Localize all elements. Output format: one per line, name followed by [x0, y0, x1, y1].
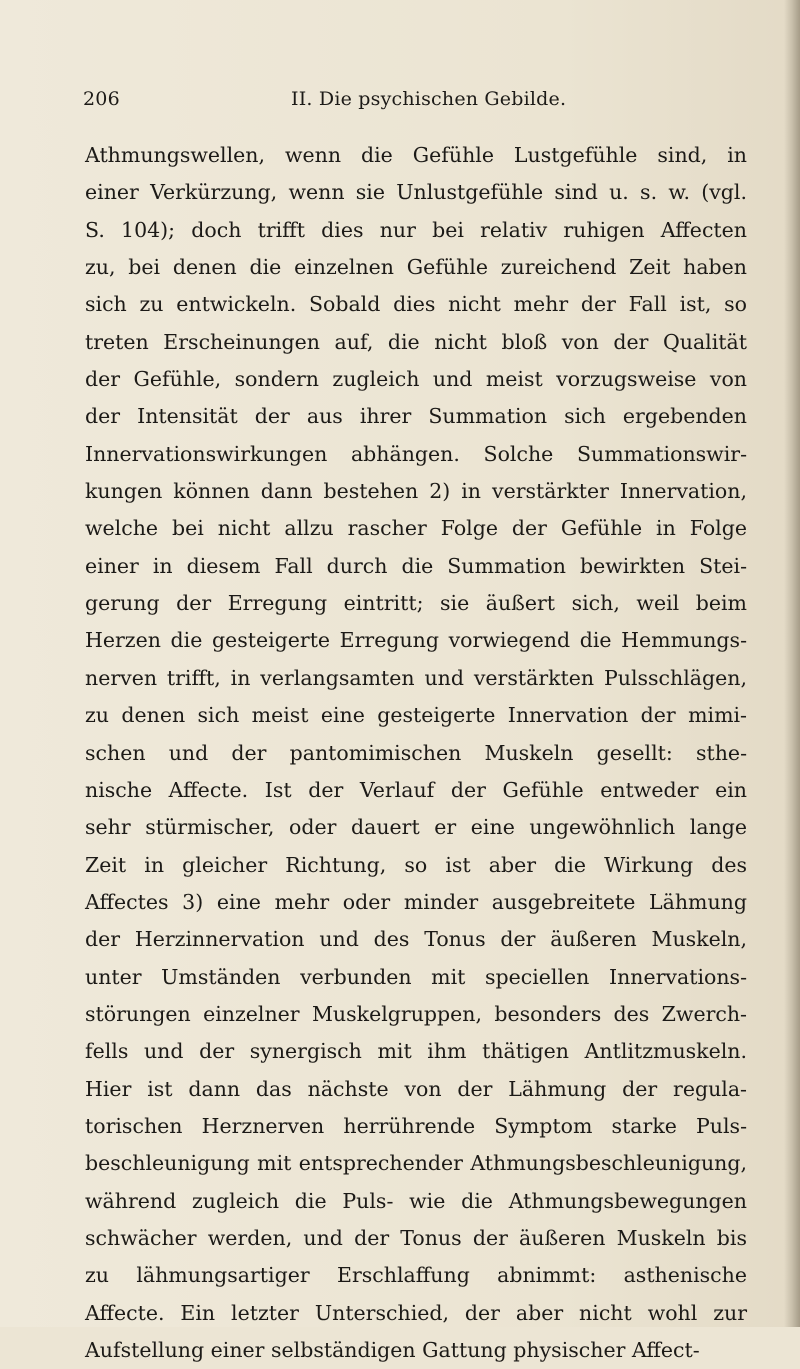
text-line: der Herzinnervation und des Tonus der äußeren Muskeln,	[85, 927, 747, 952]
text-line: treten Erscheinungen auf, die nicht bloß von der Qualität	[85, 329, 747, 354]
text-line: Zeit in gleicher Richtung, so ist aber die Wirkung des	[85, 852, 747, 877]
text-line: S. 104); doch trifft dies nur bei relativ ruhigen Affecten	[85, 217, 747, 242]
running-header	[83, 88, 743, 114]
text-line: gerung der Erregung eintritt; sie äußert sich, weil beim	[85, 591, 747, 616]
text-line: welche bei nicht allzu rascher Folge der Gefühle in Folge	[85, 516, 747, 541]
text-line: nische Affecte. Ist der Verlauf der Gefühle entweder ein	[85, 777, 747, 802]
body-paragraph	[85, 137, 747, 1369]
text-line: zu, bei denen die einzelnen Gefühle zureichend Zeit haben	[85, 255, 747, 280]
text-line: schwächer werden, und der Tonus der äußeren Muskeln bis	[85, 1225, 747, 1250]
text-line: fells und der synergisch mit ihm thätigen Antlitzmuskeln.	[85, 1039, 747, 1064]
text-line: Affecte. Ein letzter Unterschied, der aber nicht wohl zur	[85, 1300, 747, 1325]
page-number: 206	[83, 88, 120, 110]
text-line: sehr stürmischer, oder dauert er eine ungewöhnlich lange	[85, 815, 747, 840]
text-line: unter Umständen verbunden mit speciellen Innervations-	[85, 964, 747, 989]
text-line: sich zu entwickeln. Sobald dies nicht mehr der Fall ist, so	[85, 292, 747, 317]
text-line: Athmungswellen, wenn die Gefühle Lustgefühle sind, in	[85, 143, 747, 167]
running-title: II. Die psychischen Gebilde.	[291, 88, 567, 110]
text-line: Innervationswirkungen abhängen. Solche Summationswir-	[85, 441, 747, 466]
text-line: zu lähmungsartiger Erschlaffung abnimmt: asthenische	[85, 1263, 747, 1288]
text-line: während zugleich die Puls- wie die Athmungsbewegungen	[85, 1188, 747, 1213]
text-line: schen und der pantomimischen Muskeln gesellt: sthe-	[85, 740, 747, 765]
page-edge-shadow	[784, 0, 800, 1327]
text-line: Herzen die gesteigerte Erregung vorwiegend die Hemmungs-	[85, 628, 747, 653]
text-line: der Gefühle, sondern zugleich und meist vorzugsweise von	[85, 367, 747, 392]
text-line: nerven trifft, in verlangsamten und verstärkten Pulsschlägen,	[85, 665, 747, 690]
text-line: einer Verkürzung, wenn sie Unlustgefühle sind u. s. w. (vgl.	[85, 180, 747, 205]
text-line: Affectes 3) eine mehr oder minder ausgebreitete Lähmung	[85, 889, 747, 914]
text-line: zu denen sich meist eine gesteigerte Innervation der mimi-	[85, 703, 747, 728]
text-line: torischen Herznerven herrührende Symptom starke Puls-	[85, 1113, 747, 1138]
text-line: der Intensität der aus ihrer Summation sich ergebenden	[85, 404, 747, 429]
text-line: kungen können dann bestehen 2) in verstärkter Innervation,	[85, 479, 747, 504]
text-line: beschleunigung mit entsprechender Athmungsbeschleunigung,	[85, 1151, 747, 1176]
text-line: Aufstellung einer selbständigen Gattung physischer Affect-	[85, 1338, 700, 1362]
text-line: Hier ist dann das nächste von der Lähmung der regula-	[85, 1076, 747, 1101]
text-line: störungen einzelner Muskelgruppen, besonders des Zwerch-	[85, 1001, 747, 1026]
text-line: einer in diesem Fall durch die Summation bewirkten Stei-	[85, 553, 747, 578]
